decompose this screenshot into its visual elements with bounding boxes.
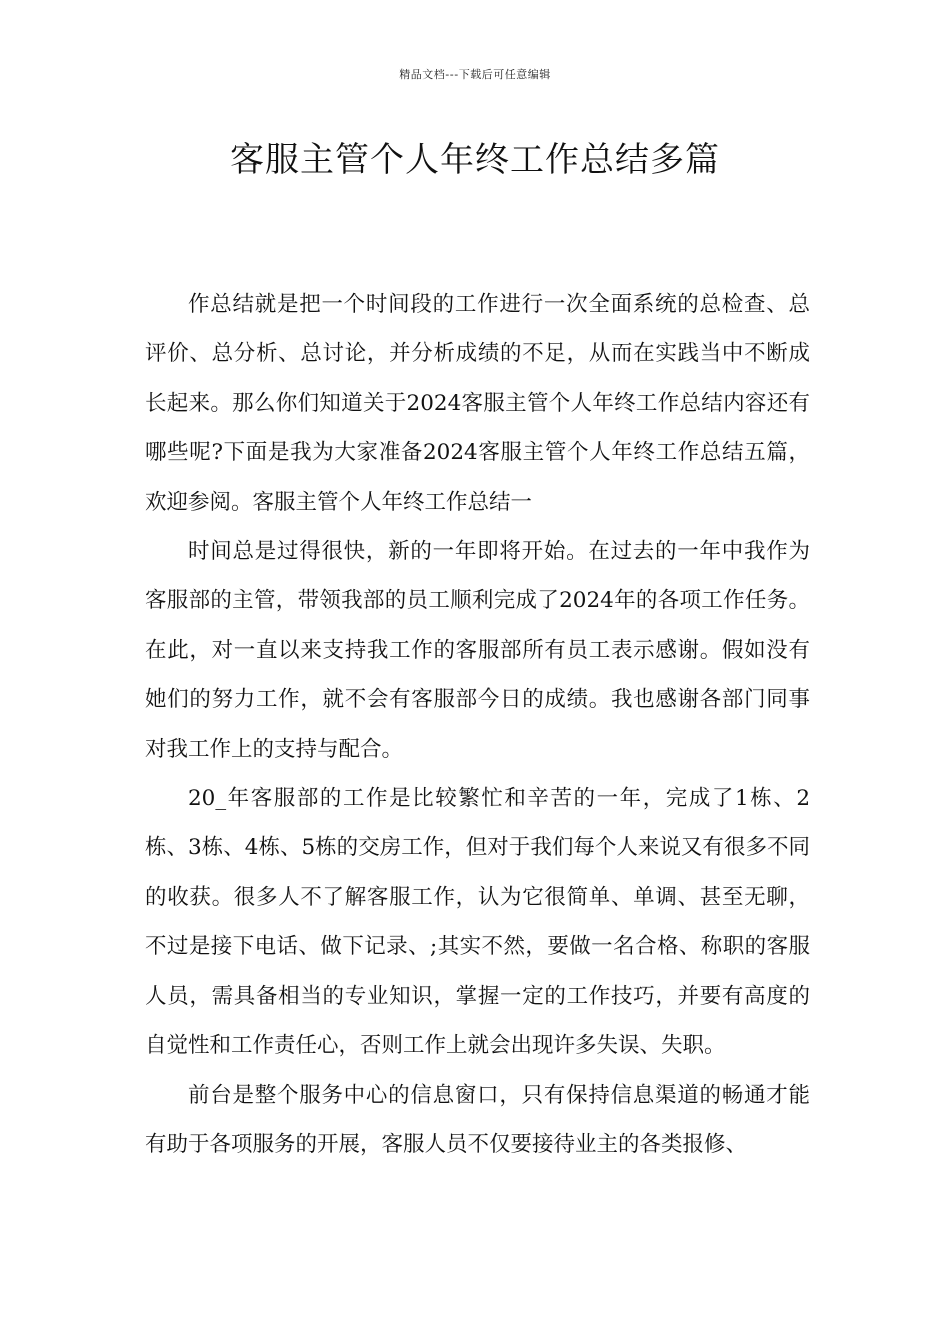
document-body bbox=[145, 280, 810, 1169]
paragraph-front-desk: 前台是整个服务中心的信息窗口，只有保持信息渠道的畅通才能有助于各项服务的开展，客服人员不仅要接待业主的各类报修、 bbox=[145, 1082, 810, 1157]
paragraph-intro: 作总结就是把一个时间段的工作进行一次全面系统的总检查、总评价、总分析、总讨论，并分析成绩的不足，从而在实践当中不断成长起来。那么你们知道关于2024客服主管个人年终工作总结内容还有哪些呢?下面是我为大家准备2024客服主管个人年终工作总结五篇，欢迎参阅。客服主管个人年终工作总结一 bbox=[145, 292, 810, 515]
header-note: 精品文档---下载后可任意编辑 bbox=[399, 68, 551, 81]
paragraph-thanks: 时间总是过得很快，新的一年即将开始。在过去的一年中我作为客服部的主管，带领我部的员工顺利完成了2024年的各项工作任务。在此，对一直以来支持我工作的客服部所有员工表示感谢。假如没有她们的努力工作，就不会有客服部今日的成绩。我也感谢各部门同事对我工作上的支持与配合。 bbox=[145, 539, 810, 762]
paragraph-year-work: 20_年客服部的工作是比较繁忙和辛苦的一年，完成了1栋、2栋、3栋、4栋、5栋的交房工作，但对于我们每个人来说又有很多不同的收获。很多人不了解客服工作，认为它很简单、单调、甚至无聊，不过是接下电话、做下记录、;其实不然，要做一名合格、称职的客服人员，需具备相当的专业知识，掌握一定的工作技巧，并要有高度的自觉性和工作责任心，否则工作上就会出现许多失误、失职。 bbox=[145, 786, 810, 1059]
document-title: 客服主管个人年终工作总结多篇 bbox=[230, 140, 720, 180]
